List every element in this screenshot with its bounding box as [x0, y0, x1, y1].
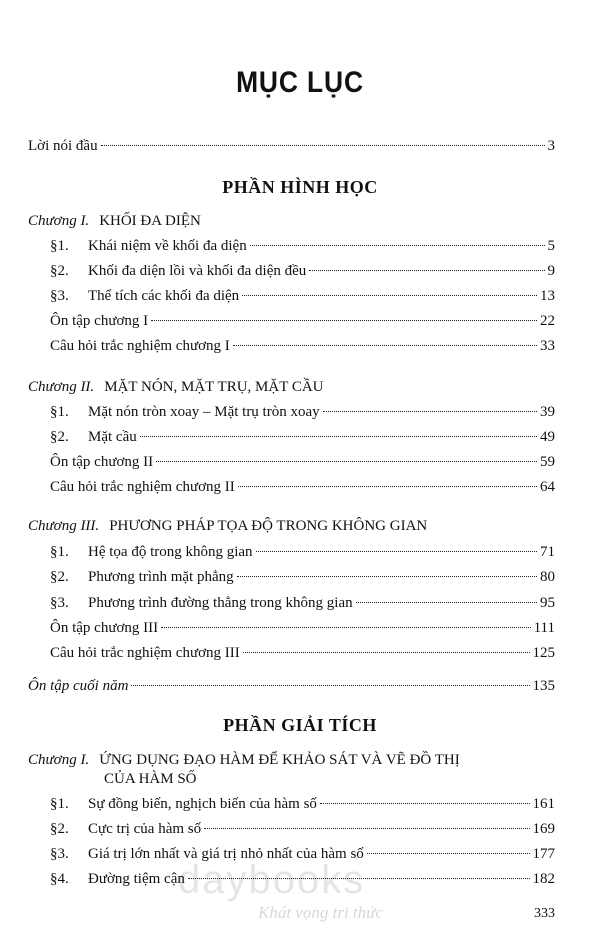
- toc-entry[interactable]: [50, 287, 555, 305]
- toc-entry-label: §3. Phương trình đường thẳng trong không gian: [50, 595, 353, 611]
- chapter-title-line2: CỦA HÀM SỐ: [104, 771, 197, 787]
- leader-dots: [243, 652, 530, 653]
- page-number: 333: [534, 906, 555, 921]
- leader-dots: [204, 828, 529, 829]
- leader-dots: [309, 270, 544, 271]
- toc-entry[interactable]: [50, 795, 555, 813]
- toc-entry-label: Lời nói đầu: [28, 138, 98, 154]
- leader-dots: [101, 145, 545, 146]
- leader-dots: [151, 320, 537, 321]
- toc-entry-page: 161: [532, 796, 555, 812]
- toc-entry[interactable]: [50, 820, 555, 838]
- leader-dots: [238, 486, 537, 487]
- toc-entry-label: Ôn tập chương II: [50, 454, 154, 470]
- leader-dots: [242, 295, 537, 296]
- leader-dots: [323, 411, 537, 412]
- toc-entry-label: Ôn tập chương III: [50, 620, 159, 636]
- toc-entry-label: §2. Phương trình mặt phẳng: [50, 569, 234, 585]
- toc-entry-page: 39: [540, 404, 555, 420]
- part-heading-analysis: PHẦN GIẢI TÍCH: [223, 715, 377, 735]
- toc-entry-label: §3. Giá trị lớn nhất và giá trị nhỏ nhất của hàm số: [50, 846, 364, 862]
- leader-dots: [161, 627, 530, 628]
- toc-entry-preface[interactable]: [28, 137, 555, 155]
- toc-entry-label: Ôn tập cuối năm: [28, 678, 129, 694]
- toc-entry-label: §2. Khối đa diện lồi và khối đa diện đều: [50, 263, 307, 279]
- chapter-number: Chương III.: [28, 518, 100, 534]
- toc-entry-label: Câu hỏi trắc nghiệm chương III: [50, 645, 240, 661]
- toc-entry-page: 125: [532, 645, 555, 661]
- chapter-number: Chương I.: [28, 213, 90, 229]
- toc-entry-label: Ôn tập chương I: [50, 313, 149, 329]
- toc-entry[interactable]: [50, 619, 555, 637]
- leader-dots: [320, 803, 530, 804]
- chapter-title: MẶT NÓN, MẶT TRỤ, MẶT CẦU: [104, 379, 324, 395]
- toc-entry[interactable]: [50, 237, 555, 255]
- toc-entry-label: §3. Thể tích các khối đa diện: [50, 288, 240, 304]
- toc-entry[interactable]: [50, 403, 555, 421]
- toc-entry-page: 5: [547, 238, 555, 254]
- toc-entry[interactable]: [50, 594, 555, 612]
- leader-dots: [367, 853, 530, 854]
- toc-entry-label: Câu hỏi trắc nghiệm chương I: [50, 338, 230, 354]
- toc-entry-page: 9: [547, 263, 555, 279]
- toc-entry[interactable]: [50, 453, 555, 471]
- leader-dots: [250, 245, 545, 246]
- toc-entry-label: §1. Mặt nón tròn xoay – Mặt trụ tròn xoay: [50, 404, 320, 420]
- chapter-heading: [28, 212, 201, 230]
- chapter-title-line1: ỨNG DỤNG ĐẠO HÀM ĐỂ KHẢO SÁT VÀ VẼ ĐỒ THỊ: [99, 752, 460, 768]
- toc-entry-final-review[interactable]: [28, 677, 555, 695]
- toc-entry-label: §1. Sự đồng biến, nghịch biến của hàm số: [50, 796, 317, 812]
- toc-entry-page: 135: [532, 678, 555, 694]
- toc-entry[interactable]: [50, 644, 555, 662]
- toc-entry[interactable]: [50, 568, 555, 586]
- leader-dots: [237, 576, 537, 577]
- toc-entry-page: 95: [540, 595, 555, 611]
- leader-dots: [356, 602, 537, 603]
- chapter-title: PHƯƠNG PHÁP TỌA ĐỘ TRONG KHÔNG GIAN: [109, 518, 428, 534]
- toc-entry[interactable]: [50, 262, 555, 280]
- toc-entry-page: 71: [540, 544, 555, 560]
- toc-entry-page: 169: [532, 821, 555, 837]
- toc-entry-page: 177: [532, 846, 555, 862]
- toc-entry[interactable]: [50, 543, 555, 561]
- toc-entry-page: 182: [532, 871, 555, 887]
- toc-entry[interactable]: [50, 428, 555, 446]
- toc-entry-label: §4. Đường tiệm cận: [50, 871, 185, 887]
- chapter-title: KHỐI ĐA DIỆN: [99, 213, 201, 229]
- toc-entry-page: 59: [540, 454, 555, 470]
- leader-dots: [156, 461, 537, 462]
- toc-entry-label: §1. Hệ tọa độ trong không gian: [50, 544, 253, 560]
- chapter-heading: [28, 517, 427, 535]
- toc-entry-label: §1. Khái niệm về khối đa diện: [50, 238, 247, 254]
- watermark-tagline: Khát vọng tri thức: [258, 903, 383, 922]
- toc-entry[interactable]: [50, 478, 555, 496]
- part-heading-geometry: PHẦN HÌNH HỌC: [222, 177, 378, 197]
- leader-dots: [140, 436, 537, 437]
- leader-dots: [233, 345, 537, 346]
- toc-entry-page: 64: [540, 479, 555, 495]
- toc-entry-page: 49: [540, 429, 555, 445]
- chapter-number: Chương II.: [28, 379, 95, 395]
- page-title: MỤC LỤC: [236, 66, 364, 99]
- toc-entry-page: 3: [547, 138, 555, 154]
- toc-entry-page: 111: [533, 620, 555, 636]
- toc-entry-page: 80: [540, 569, 555, 585]
- toc-entry[interactable]: [50, 337, 555, 355]
- toc-entry-label: Câu hỏi trắc nghiệm chương II: [50, 479, 235, 495]
- toc-entry-label: §2. Cực trị của hàm số: [50, 821, 202, 837]
- toc-entry[interactable]: [50, 312, 555, 330]
- toc-entry-label: §2. Mặt cầu: [50, 429, 137, 445]
- toc-entry-page: 33: [540, 338, 555, 354]
- watermark-logo: daybooks: [178, 858, 366, 902]
- chapter-number: Chương I.: [28, 752, 90, 768]
- chapter-heading: [28, 378, 324, 396]
- toc-entry-page: 22: [540, 313, 555, 329]
- leader-dots: [131, 685, 529, 686]
- toc-entry-page: 13: [540, 288, 555, 304]
- leader-dots: [256, 551, 537, 552]
- chapter-heading: [28, 751, 460, 769]
